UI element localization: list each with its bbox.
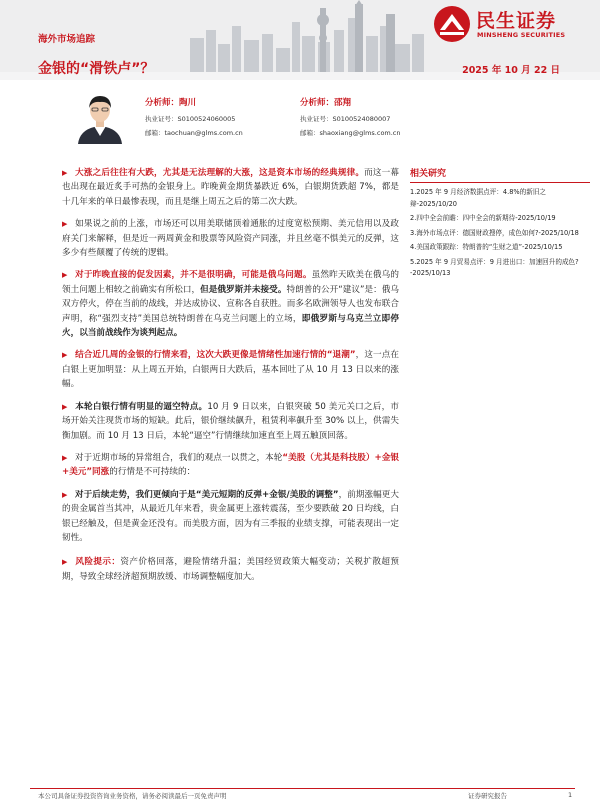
highlight-text: 对于昨晚直接的促发因素，并不是很明确，可能是俄乌问题。 xyxy=(75,270,312,281)
body-text: ，这一点在白银上更加明显：从上周五开始，白银两日大跌后，基本回吐了从 10 月 13 日以来的涨幅。 xyxy=(62,350,399,390)
bold-text: 即俄罗斯与乌克兰立即停火，以当前战线作为谈判起点。 xyxy=(62,313,399,339)
body-text: 虽然昨天欧美在俄乌的领土问题上相较之前确实有所松口， xyxy=(62,270,399,295)
related-research-item[interactable]: 5.2025 年 9 月贸易点评：9 月进出口：加速回升的成色?-2025/10/13 xyxy=(410,257,579,277)
analyst-card-2 xyxy=(300,96,450,137)
analyst-cert: 执业证号：S0100524080007 xyxy=(300,115,391,123)
related-research-item[interactable]: 3.海外市场点评：德国财政搜停，成色如何?-2025/10/18 xyxy=(410,228,579,237)
paragraph-7 xyxy=(62,488,399,546)
bold-text: 对于后续走势，我们更倾向于是“美元短期的反弹+金银/美股的调整” xyxy=(75,489,339,500)
analyst-card-1 xyxy=(145,96,295,137)
risk-warning xyxy=(62,555,399,584)
triangle-bullet-icon: ▶ xyxy=(62,351,68,360)
paragraph-6 xyxy=(62,451,399,480)
footer-doc-type: 证券研究报告 xyxy=(468,792,507,800)
minsheng-logo-icon xyxy=(432,4,472,44)
avatar xyxy=(72,88,128,144)
body-text: 的行情是不可持续的： xyxy=(109,467,196,478)
paragraph-4 xyxy=(62,348,399,391)
bold-text: 但是俄罗斯并未接受。 xyxy=(200,284,287,295)
body-text: 特朗普的公开“建议”是：俄乌双方停火，停在当前的战线，并达成协议、宣称各自获胜。而多名欧洲领导人也发布联合声明，称“强烈支持”美国总统特朗普在乌克兰问题上的立场， xyxy=(62,284,399,324)
related-research-item[interactable]: 4.美国政策跟踪：特朗普的“生财之道”-2025/10/15 xyxy=(410,243,563,251)
highlight-text: 结合近几周的金银的行情来看，这次大跌更像是情绪性加速行情的“退潮” xyxy=(75,350,356,361)
paragraph-1 xyxy=(62,166,399,209)
bold-text: 本轮白银行情有明显的逼空特点。 xyxy=(75,401,208,412)
paragraph-3 xyxy=(62,268,399,340)
triangle-bullet-icon: ▶ xyxy=(62,490,68,499)
logo-chinese-name: 民生证券 xyxy=(476,10,557,32)
footer-divider xyxy=(30,788,575,789)
triangle-bullet-icon: ▶ xyxy=(62,402,68,411)
analyst-photo xyxy=(72,88,128,144)
page-number: 1 xyxy=(568,791,573,799)
footer-disclaimer: 本公司具备证券投资咨询业务资格，请务必阅读最后一页免责声明 xyxy=(38,792,227,800)
triangle-bullet-icon: ▶ xyxy=(62,453,68,462)
risk-text: 资产价格回落，避险情绪升温；美国经贸政策大幅变动；关税扩散超预期，导致全球经济超预期放缓、市场调整幅度加大。 xyxy=(62,557,399,582)
body-text: 10 月 9 日以来，白银突破 50 美元关口之后，市场开始关注现货市场的短缺。此后，银价继续飙升，租赁利率飙升至 30% 以上，供需失衡加剧。而 10 月 13 日后，本轮“逼空”行情继续加速直至上周五触顶回落。 xyxy=(62,401,399,441)
analyst-name: 分析师：邵翔 xyxy=(300,98,352,108)
company-logo xyxy=(432,4,592,44)
body-text: 如果说之前的上涨，市场还可以用美联储顶着通胀的过度宽松预期、美元信用以及政府关门来解释，但是近一两周黄金和股票等风险资产同涨，并且丝毫不惧美元的反弹，这多少有些颠覆了传统的逻辑。 xyxy=(62,219,399,259)
triangle-bullet-icon: ▶ xyxy=(62,169,68,177)
analyst-email: 邮箱：shaoxiang@glms.com.cn xyxy=(300,129,401,137)
report-title: 金银的“滑铁卢”？ xyxy=(38,61,155,77)
body-text: 而这一幕也出现在最近炙手可热的金银身上。昨晚黄金期货暴跌近 6%，白银期货跌超 7%，都是十几年来的单日最惨表现，而且是继上周五之后的第二次大跌。 xyxy=(62,168,399,207)
body-text: 对于近期市场的异常组合，我们的观点一以贯之，本轮 xyxy=(75,452,283,463)
analyst-cert: 执业证号：S0100524060005 xyxy=(145,115,236,123)
analyst-name: 分析师：陶川 xyxy=(145,98,197,108)
report-date: 2025 年 10 月 22 日 xyxy=(462,65,560,76)
related-research-item[interactable]: 2.四中全会前瞻：四中全会的新期待-2025/10/19 xyxy=(410,214,556,222)
paragraph-2 xyxy=(62,217,399,260)
report-body xyxy=(62,166,399,592)
related-research-title: 相关研究 xyxy=(410,166,590,183)
related-research xyxy=(410,166,590,283)
triangle-bullet-icon: ▶ xyxy=(62,271,68,280)
highlight-text: 大涨之后往往有大跌，尤其是无法理解的大涨，这是资本市场的经典规律。 xyxy=(75,168,365,178)
related-research-item[interactable]: 1.2025 年 9 月经济数据点评：4.8%的新旧之辩-2025/10/20 xyxy=(410,188,547,208)
header-banner xyxy=(0,0,600,80)
risk-label: 风险提示： xyxy=(75,557,121,568)
triangle-bullet-icon: ▶ xyxy=(62,558,68,567)
triangle-bullet-icon: ▶ xyxy=(62,220,68,229)
paragraph-5 xyxy=(62,400,399,443)
logo-english-name: MINSHENG SECURITIES xyxy=(477,31,566,39)
highlight-text: “美股（尤其是科技股）+金银+美元”同涨 xyxy=(62,452,399,478)
analyst-email: 邮箱：taochuan@glms.com.cn xyxy=(145,129,243,137)
report-type: 海外市场追踪 xyxy=(38,34,96,45)
body-text: ，前期涨幅更大的贵金属首当其冲，从最近几年来看，贵金属更上涨转震荡，至少要跌破 20 日均线，白银已经触及，但是黄金还没有。而美股方面，因为有三季报的业绩支撑，可能表现出一定韧性。 xyxy=(62,489,399,543)
